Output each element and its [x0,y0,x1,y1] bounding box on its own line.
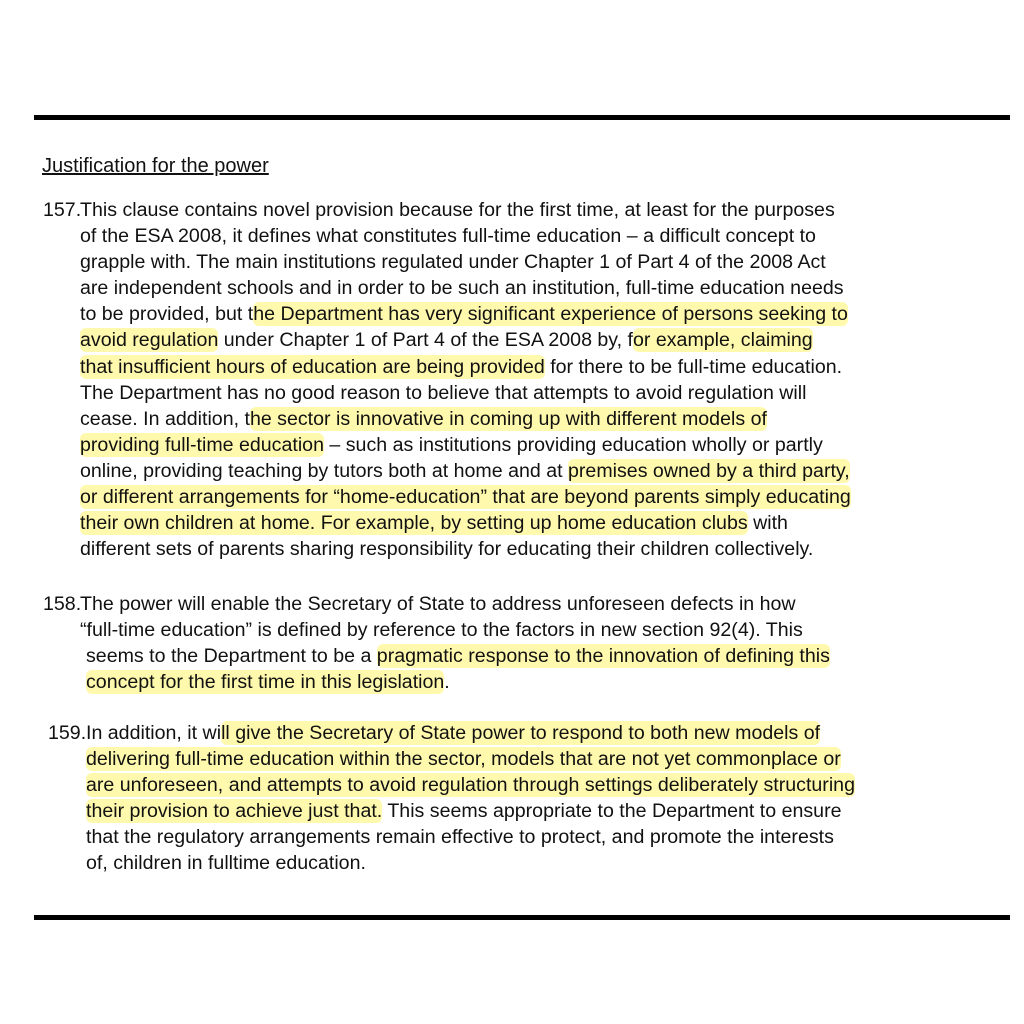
paragraph-lines [80,591,830,695]
paragraph-lines [80,197,851,562]
body-text: “full-time education” is defined by reference to the factors in new section 92(4). This [80,619,803,642]
text-line [80,591,830,617]
text-line [80,510,851,536]
body-text: under Chapter 1 of Part 4 of the ESA 2008 by, f [218,329,633,352]
body-text: This seems appropriate to the Department to ensure [382,800,842,823]
text-line [80,406,851,432]
section-heading: Justification for the power [42,155,269,177]
paragraph-number: 157. [43,199,82,221]
body-text: that the regulatory arrangements remain effective to protect, and promote the interests [86,826,834,849]
text-line [86,772,855,798]
body-text: to be provided, but t [80,303,254,326]
paragraph-lines [86,720,855,877]
text-line [80,669,830,695]
body-text: different sets of parents sharing responsibility for educating their children collectively. [80,538,814,561]
body-text: with [747,512,788,535]
text-line [80,617,830,643]
text-line [80,223,851,249]
paragraph-number: 159. [48,722,87,744]
body-text: of the ESA 2008, it defines what constitutes full-time education – a difficult concept to [80,225,816,248]
highlighted-text: premises owned by a third party, [568,459,850,482]
highlighted-text: delivering full-time education within the sector, models that are not yet commonplace or [86,748,841,771]
text-line [80,458,851,484]
paragraph-159 [48,720,855,877]
body-text: grapple with. The main institutions regulated under Chapter 1 of Part 4 of the 2008 Act [80,251,826,274]
body-text: seems to the Department to be a [86,645,377,668]
text-line [80,354,851,380]
body-text: . [444,671,450,694]
highlighted-text: their own children at home. For example, by setting up home education clubs [80,512,748,535]
highlighted-text: providing full-time education [80,433,324,456]
top-rule [34,115,1010,120]
highlighted-text: he sector is innovative in coming up with different models of [249,407,767,430]
body-text: are independent schools and in order to be such an institution, full-time education needs [80,277,844,300]
paragraph-number: 158. [43,593,82,615]
text-line [86,798,855,824]
body-text: – such as institutions providing education wholly or partly [323,433,823,456]
body-text: The Department has no good reason to believe that attempts to avoid regulation will [80,381,807,404]
text-line [80,484,851,510]
body-text: for there to be full-time education. [544,355,843,378]
text-line [80,643,830,669]
highlighted-text: that insufficient hours of education are being provided [80,355,545,378]
text-line [80,432,851,458]
text-line [86,850,855,876]
body-text: of, children in fulltime education. [86,852,366,875]
text-line [86,720,855,746]
text-line [80,301,851,327]
highlighted-text: or different arrangements for “home-education” that are beyond parents simply educating [80,486,851,509]
highlighted-text: are unforeseen, and attempts to avoid regulation through settings deliberately structuring [86,774,855,797]
text-line [80,275,851,301]
text-line [86,746,855,772]
paragraph-158 [43,591,830,695]
paragraph-157 [43,197,851,562]
highlighted-text: or example, claiming [632,329,813,352]
text-line [80,197,851,223]
body-text: cease. In addition, t [80,407,250,430]
highlighted-text: their provision to achieve just that. [86,800,383,823]
text-line [80,327,851,353]
highlighted-text: ll give the Secretary of State power to respond to both new models of [221,722,821,744]
text-line [80,380,851,406]
body-text: online, providing teaching by tutors both at home and at [80,459,568,482]
body-text: This clause contains novel provision because for the first time, at least for the purposes [80,199,835,221]
text-line [86,824,855,850]
text-line [80,536,851,562]
highlighted-text: avoid regulation [80,329,219,352]
bottom-rule [34,915,1010,920]
highlighted-text: he Department has very significant experience of persons seeking to [253,303,848,326]
text-line [80,249,851,275]
highlighted-text: pragmatic response to the innovation of defining this [376,645,830,668]
body-text: In addition, it wi [86,722,222,744]
highlighted-text: concept for the first time in this legislation [86,671,445,694]
body-text: The power will enable the Secretary of State to address unforeseen defects in how [80,593,796,615]
